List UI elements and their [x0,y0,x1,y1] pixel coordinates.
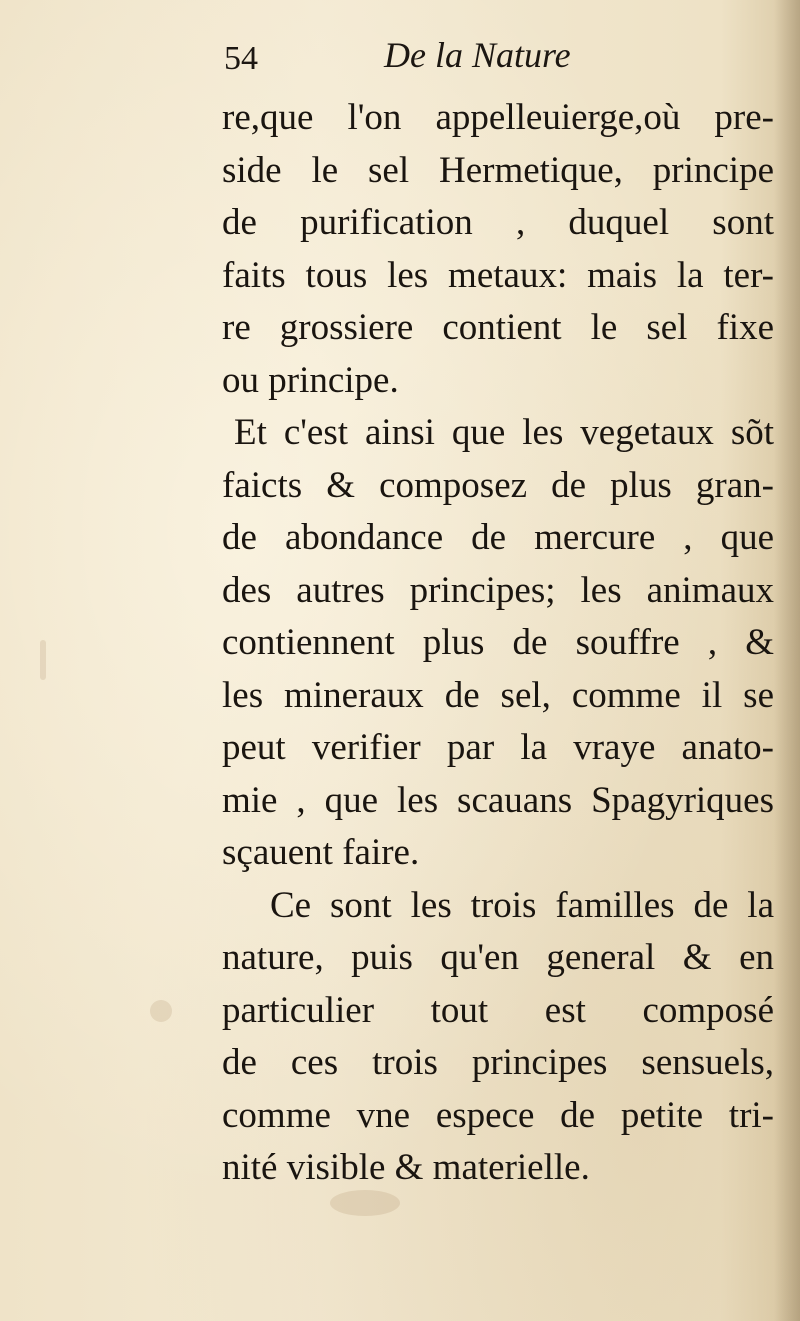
text-line: ou principe. [222,359,399,401]
text-line: les mineraux de sel, comme il se [222,674,774,716]
text-line: re grossiere contient le sel fixe [222,307,774,348]
paper-stain [40,640,46,680]
text-line: particulier tout est composé [222,989,774,1031]
text-line: faits tous les metaux: mais la ter- [222,254,774,296]
text-line: faicts & composez de plus gran- [222,464,774,506]
text-line: Et c'est ainsi que les vegetaux sõt [234,412,774,453]
text-line: de purification , duquel sont [222,202,774,243]
text-line: side le sel Hermetique, principe [222,149,774,191]
text-line: mie , que les scauans Spagyriques [222,779,774,821]
page-header [224,34,784,84]
text-line: sçauent faire. [222,832,420,873]
text-line: nature, puis qu'en general & en [222,937,774,978]
text-line: peut verifier par la vraye anato- [222,727,774,768]
text-line: Ce sont les trois familles de la [270,884,774,926]
text-line: de ces trois principes sensuels, [222,1042,774,1083]
text-line: nité visible & materielle. [222,1147,590,1188]
paper-stain [150,1000,172,1022]
text-line: des autres principes; les animaux [222,569,774,611]
text-line: re,que l'on appelleuierge,où pre- [222,97,774,138]
page-edge-shadow [774,0,800,1321]
text-line: contiennent plus de souffre , & [222,622,774,663]
text-line: de abondance de mercure , que [222,517,774,558]
running-head: De la Nature [384,35,571,75]
body-text [222,92,774,1195]
text-line: comme vne espece de petite tri- [222,1094,774,1136]
page-number: 54 [224,40,258,77]
